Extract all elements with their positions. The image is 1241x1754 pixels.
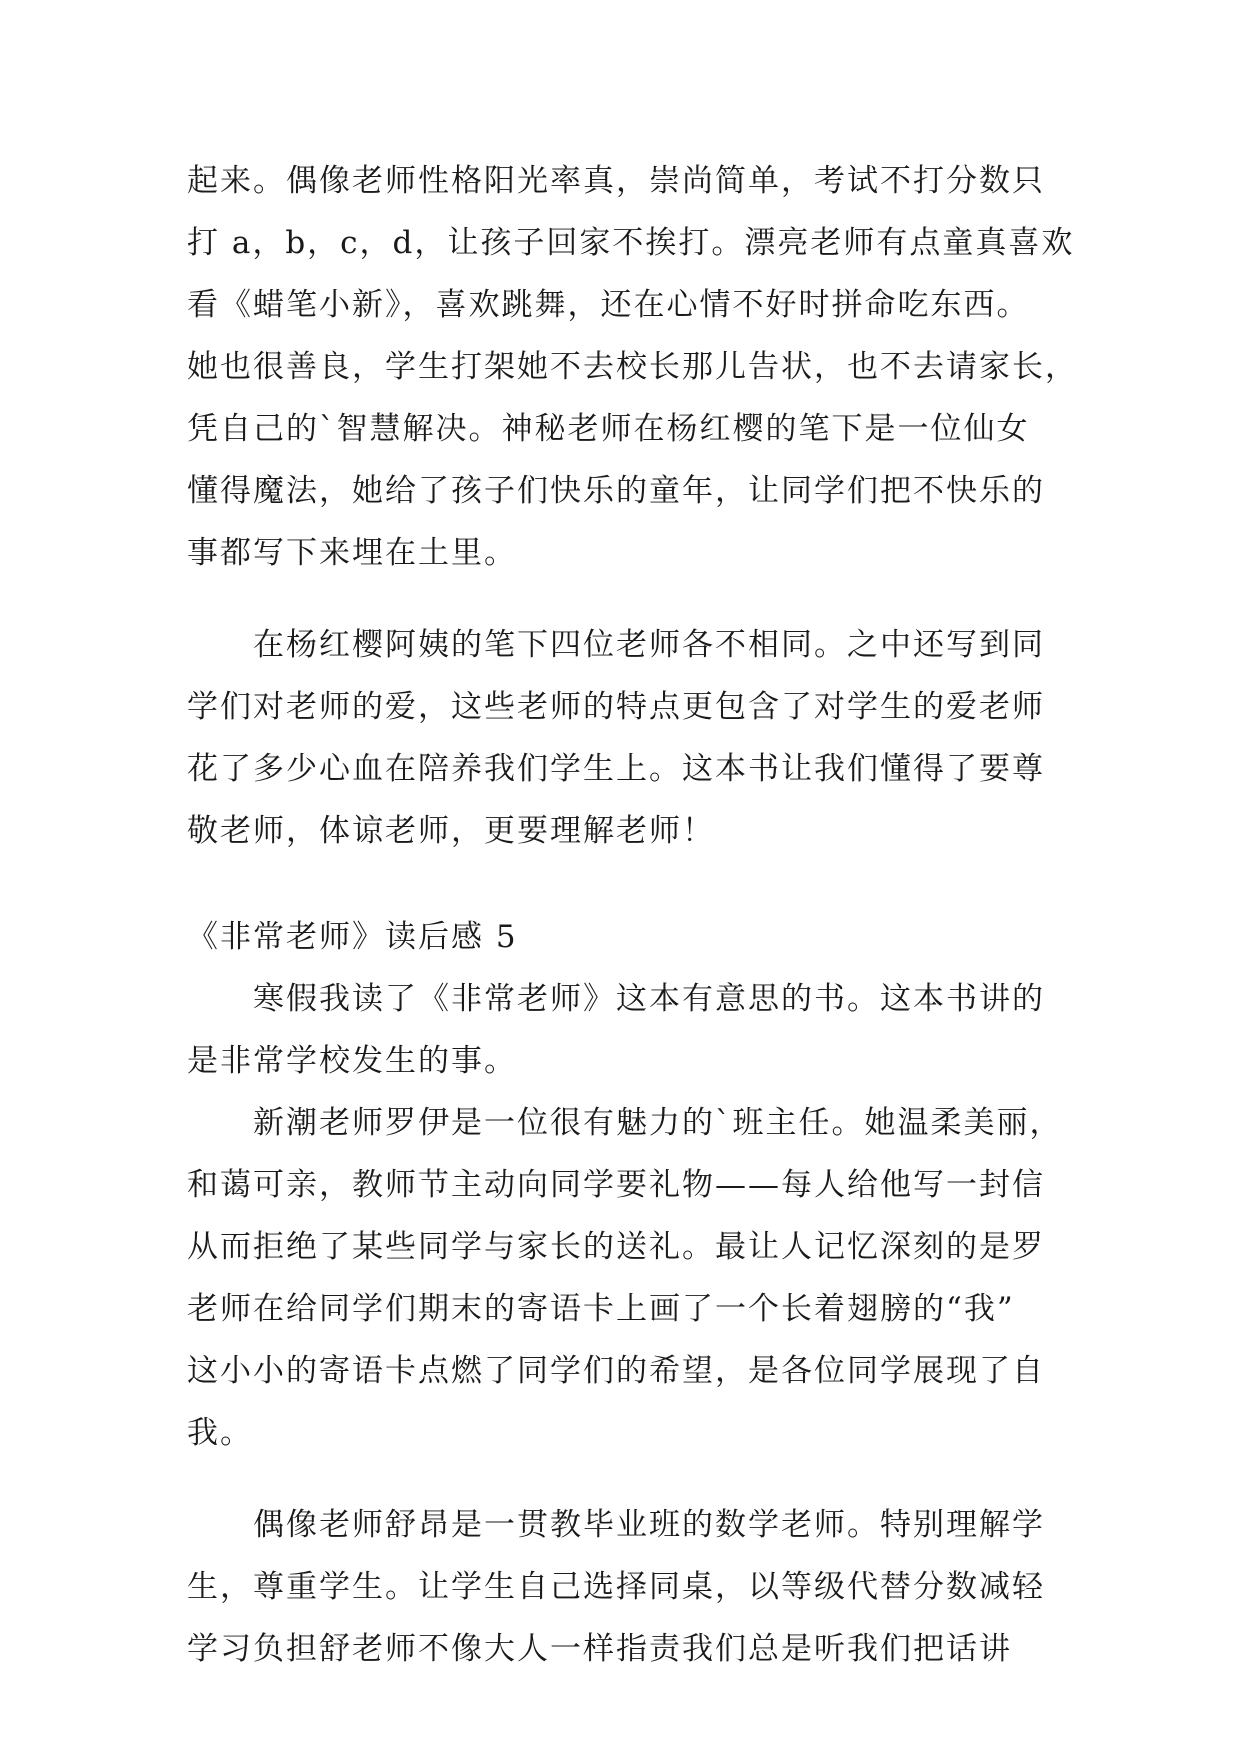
- text-line: 新潮老师罗伊是一位很有魅力的`班主任。她温柔美丽，: [253, 1105, 1063, 1141]
- paragraph-summary: [187, 614, 1067, 862]
- text-line: 花了多少心血在陪养我们学生上。这本书让我们懂得了要尊: [187, 751, 1045, 787]
- section-heading: 《非常老师》读后感 5: [187, 919, 518, 955]
- text-line: 学们对老师的爱，这些老师的特点更包含了对学生的爱老师: [187, 689, 1045, 725]
- text-line: 寒假我读了《非常老师》这本有意思的书。这本书讲的: [253, 981, 1045, 1017]
- text-line: 是非常学校发生的事。: [187, 1043, 517, 1079]
- text-line: 在杨红樱阿姨的笔下四位老师各不相同。之中还写到同: [253, 627, 1045, 663]
- text-line: 凭自己的`智慧解决。神秘老师在杨红樱的笔下是一位仙女: [187, 411, 1030, 447]
- text-line: 老师在给同学们期末的寄语卡上画了一个长着翅膀的“我”: [187, 1291, 1015, 1327]
- text-line: 懂得魔法，她给了孩子们快乐的童年，让同学们把不快乐的: [187, 473, 1045, 509]
- text-line: 和蔼可亲，教师节主动向同学要礼物——每人给他写一封信: [187, 1167, 1045, 1203]
- text-line: 事都写下来埋在土里。: [187, 535, 517, 571]
- paragraph-continuation: [187, 150, 1078, 584]
- text-line: 学习负担舒老师不像大人一样指责我们总是听我们把话讲: [187, 1631, 1012, 1667]
- text-line: 生，尊重学生。让学生自己选择同桌，以等级代替分数减轻: [187, 1569, 1045, 1605]
- document-body: [187, 150, 1078, 1680]
- text-line: 起来。偶像老师性格阳光率真，崇尚简单，考试不打分数只: [187, 163, 1045, 199]
- paragraph-intro: [187, 968, 1067, 1092]
- text-line: 从而拒绝了某些同学与家长的送礼。最让人记忆深刻的是罗: [187, 1229, 1045, 1265]
- paragraph-teacher-shu: [187, 1494, 1067, 1680]
- paragraph-teacher-luo: [187, 1092, 1067, 1464]
- text-line: 看《蜡笔小新》，喜欢跳舞，还在心情不好时拼命吃东西。: [187, 287, 1030, 323]
- text-line: 她也很善良，学生打架她不去校长那儿告状，也不去请家长，: [187, 349, 1078, 385]
- text-line: 偶像老师舒昂是一贯教毕业班的数学老师。特别理解学: [253, 1507, 1045, 1543]
- text-line: 这小小的寄语卡点燃了同学们的希望，是各位同学展现了自: [187, 1353, 1045, 1389]
- text-line: 打 a，b，c，d，让孩子回家不挨打。漂亮老师有点童真喜欢: [187, 225, 1075, 261]
- text-line: 我。: [187, 1415, 253, 1451]
- text-line: 敬老师，体谅老师，更要理解老师！: [187, 813, 715, 849]
